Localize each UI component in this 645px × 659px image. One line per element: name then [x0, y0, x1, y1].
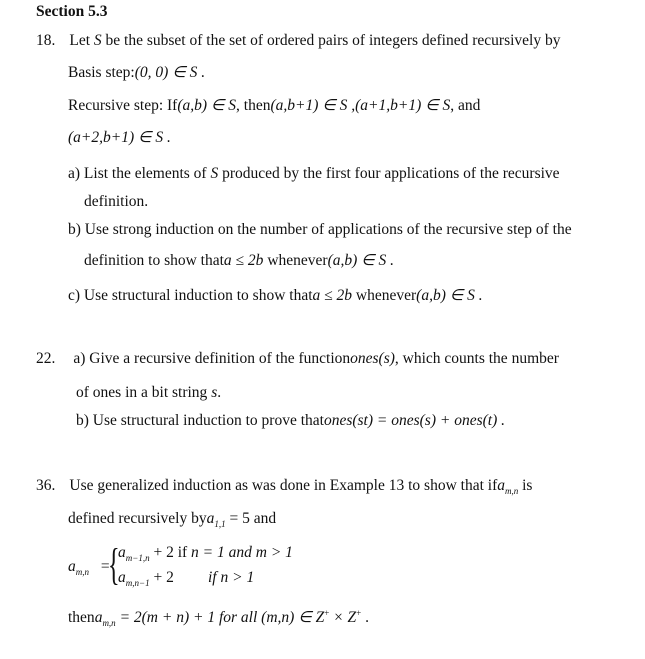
part-b [68, 221, 572, 239]
math-subscript: m,n [102, 618, 116, 628]
text: , then [236, 97, 271, 114]
text: , which counts the number [394, 350, 559, 367]
text: definition to show that [84, 252, 224, 269]
math-subscript: m−1,n [125, 553, 150, 563]
recursive-step-cont [68, 129, 171, 147]
math-var: S [210, 165, 219, 182]
problem-18-line-1 [36, 32, 560, 50]
section-heading: Section 5.3 [36, 3, 108, 20]
text: whenever [352, 287, 417, 304]
case-2 [118, 569, 174, 592]
text: a) List the elements of [68, 165, 211, 182]
part-a [68, 165, 560, 183]
math: × Z [329, 609, 357, 626]
math-var: a [118, 544, 126, 561]
math: (a,b) ∈ S . [327, 252, 395, 269]
equals-sign: = [100, 558, 110, 575]
text: is [518, 477, 533, 494]
math-var: a [94, 609, 103, 626]
problem-36-line-1 [36, 477, 532, 500]
case-2-condition [208, 569, 254, 587]
math: (a,b+1) ∈ S ,(a+1,b+1) ∈ S [270, 97, 451, 114]
problem-22-part-a [36, 350, 559, 368]
problem-number: 18. [36, 32, 56, 49]
text: of ones in a bit string [76, 384, 212, 401]
left-brace-icon: { [108, 540, 120, 589]
math: = 2(m + n) + 1 for all [115, 609, 262, 626]
text: produced by the first four applications of the recursive [218, 165, 560, 182]
problem-22-part-a-cont [76, 384, 221, 402]
text: + 2 [149, 569, 174, 586]
problem-number: 22. [36, 350, 56, 367]
math: a ≤ 2b [223, 252, 264, 269]
recursive-step [68, 97, 480, 115]
text: = 5 and [225, 510, 277, 527]
basis-step [68, 64, 205, 82]
math: (a,b) ∈ S [177, 97, 237, 114]
math: ones(st) = ones(s) + ones(t) . [323, 412, 506, 429]
text: Use generalized induction as was done in Example 13 to show that if [69, 477, 498, 494]
math: a ≤ 2b [312, 287, 353, 304]
math-subscript: m,n [505, 486, 519, 496]
math-var: a [118, 569, 126, 586]
part-c [68, 287, 483, 305]
text: , and [450, 97, 481, 114]
text: be the subset of the set of ordered pairs of integers defined recursively by [101, 32, 561, 49]
text: . [361, 609, 369, 626]
problem-22-part-b [76, 412, 505, 430]
text: then [68, 609, 95, 626]
math-subscript: m,n−1 [125, 578, 150, 588]
conclusion [68, 604, 369, 632]
case-1 [118, 544, 293, 567]
text: a) Give a recursive definition of the function [73, 350, 351, 367]
part-b-cont [84, 252, 394, 270]
problem-36-line-2 [68, 510, 276, 533]
text: b) Use structural induction to prove that [76, 412, 324, 429]
section-title [36, 3, 107, 21]
math: ones(s) [350, 350, 395, 367]
math: (m,n) ∈ Z [261, 609, 325, 626]
math: if n > 1 [208, 569, 255, 586]
text: Let [69, 32, 94, 49]
math-var: S [93, 32, 102, 49]
math-var: a [206, 510, 215, 527]
text: b) Use strong induction on the number of applications of the recursive step of the [68, 221, 572, 238]
problem-number: 36. [36, 477, 56, 494]
math-superscript: + [324, 608, 330, 618]
text: whenever [263, 252, 328, 269]
math-superscript: + [356, 608, 362, 618]
def-lhs [68, 558, 110, 581]
part-a-cont [84, 193, 148, 211]
basis-label: Basis step: [68, 64, 135, 81]
text: . [217, 384, 222, 401]
text: c) Use structural induction to show that [68, 287, 313, 304]
math: (a+2,b+1) ∈ S . [68, 129, 171, 146]
text: definition. [84, 193, 149, 210]
basis-math: (0, 0) ∈ S . [134, 64, 206, 81]
math-var: a [497, 477, 505, 494]
math-subscript: m,n [75, 567, 89, 577]
text: defined recursively by [68, 510, 207, 527]
math: n = 1 and m > 1 [191, 544, 293, 561]
math-var: a [68, 558, 76, 575]
math-subscript: 1,1 [214, 519, 226, 529]
math: (a,b) ∈ S . [416, 287, 483, 304]
recursive-label: Recursive step: If [68, 97, 178, 114]
math-var: s [211, 384, 218, 401]
text: + 2 if [149, 544, 192, 561]
